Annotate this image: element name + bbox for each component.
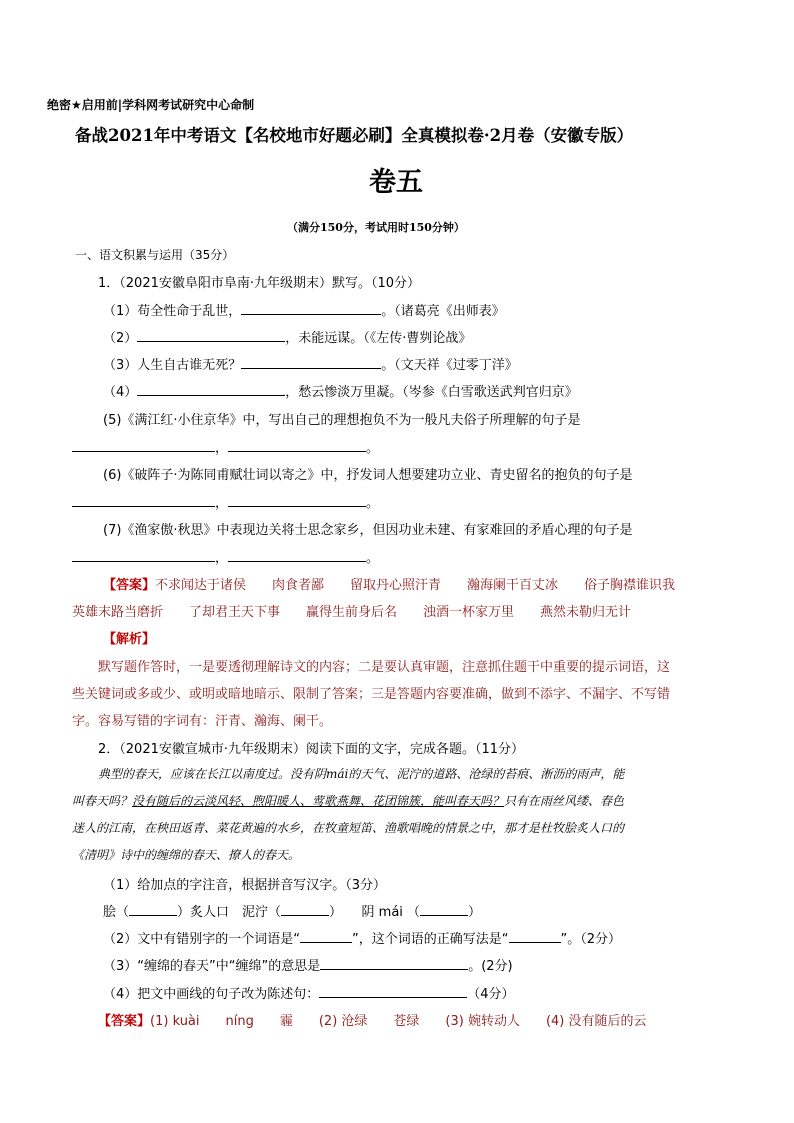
q1-analysis-1: 默写题作答时，一是要透彻理解诗文的内容；二是要认真审题，注意抓住题干中重要的提示词语，这: [98, 660, 671, 675]
q1-line-7: (7)《渔家傲·秋思》中表现边关将士思念家乡，但因功业未建、有家难回的矛盾心理的句子是: [103, 523, 633, 538]
score-time-note: （满分150分，考试用时150分钟）: [287, 221, 465, 234]
q1-line-1: （1）苟全性命于乱世， 。（诸葛亮《出师表》: [103, 304, 505, 319]
q1-analysis-label: 【解析】: [103, 632, 156, 647]
q2-sub-1-blanks: 脍（ ）炙人口 泥泞（ ） 阴 mái （ ）: [103, 905, 482, 920]
q2-passage-2: 叫春天吗？没有随后的云淡风轻、煦阳暖人、莺歌燕舞、花团锦簇，能叫春天吗？只有在雨丝风缕、春色: [72, 794, 625, 808]
paper-number: 卷五: [369, 167, 423, 198]
q2-passage-4: 《清明》诗中的缠绵的春天、撩人的春天。: [72, 848, 301, 862]
q2-sub-4: （4）把文中画线的句子改为陈述句： （4分）: [103, 987, 515, 1002]
q1-answer: 【答案】不求闻达于诸侯 肉食者鄙 留取丹心照汗青 瀚海阑干百丈冰 俗子胸襟谁识我: [103, 578, 676, 593]
section-heading: 一、语文积累与运用（35分）: [75, 248, 235, 262]
q2-sub-2: （2）文中有错别字的一个词语是“ ”，这个词语的正确写法是“ ”。（2分）: [103, 932, 622, 947]
q2-sub-1: （1）给加点的字注音，根据拼音写汉字。（3分）: [103, 878, 387, 893]
question-2-stem: 2．（2021安徽宣城市·九年级期末）阅读下面的文字，完成各题。（11分）: [98, 742, 525, 757]
q1-line-6: (6)《破阵子·为陈同甫赋壮词以寄之》中，抒发词人想要建功立业、青史留名的抱负的句子是: [103, 468, 633, 483]
q2-passage-3: 迷人的江南，在秧田返青、菜花黄遍的水乡，在牧童短笛、渔歌唱晚的情景之中，那才是杜牧脍炙人口的: [72, 821, 625, 835]
q1-analysis-2: 些关键词或多或少、或明或暗地暗示、限制了答案；三是答题内容要准确，做到不添字、不漏字、不写错: [72, 687, 671, 702]
q1-line-7-blanks: ， 。: [72, 547, 379, 566]
confidential-note: 绝密★启用前|学科网考试研究中心命制: [47, 98, 255, 112]
q1-line-3: （3）人生自古谁无死？ 。（文天祥《过零丁洋》: [103, 358, 518, 373]
exam-title: 备战2021年中考语文【名校地市好题必刷】全真模拟卷·2月卷（安徽专版）: [75, 126, 634, 145]
q1-analysis-3: 字。容易写错的字词有：汗青、瀚海、阑干。: [72, 714, 333, 729]
q2-sub-3: （3）“缠绵的春天”中“缠绵”的意思是 。(2分): [103, 959, 513, 974]
q1-answer-cont: 英雄末路当磨折 了却君王天下事 赢得生前身后名 浊酒一杯家万里 燕然未勒归无计: [72, 605, 632, 620]
q1-line-5-blanks: ， 。: [72, 437, 379, 456]
q1-line-6-blanks: ， 。: [72, 492, 379, 511]
q2-answer: 【答案】(1) kuài níng 霾 (2) 沧绿 苍绿 (3) 婉转动人 (4) 没有随后的云: [98, 1014, 647, 1029]
q1-line-4: （4） ，愁云惨淡万里凝。（岑参《白雪歌送武判官归京》: [103, 385, 578, 400]
question-1-stem: 1．（2021安徽阜阳市阜南·九年级期末）默写。（10分）: [98, 276, 421, 291]
q1-line-5: (5)《满江红·小住京华》中，写出自己的理想抱负不为一般凡夫俗子所理解的句子是: [103, 413, 581, 428]
q1-line-2: （2） ，未能远谋。（《左传·曹刿论战》: [103, 331, 472, 346]
q2-passage-1: 典型的春天，应该在长江以南度过。没有阴mái的天气、泥泞的道路、沧绿的苔痕、淅沥的雨声，能: [98, 767, 625, 781]
